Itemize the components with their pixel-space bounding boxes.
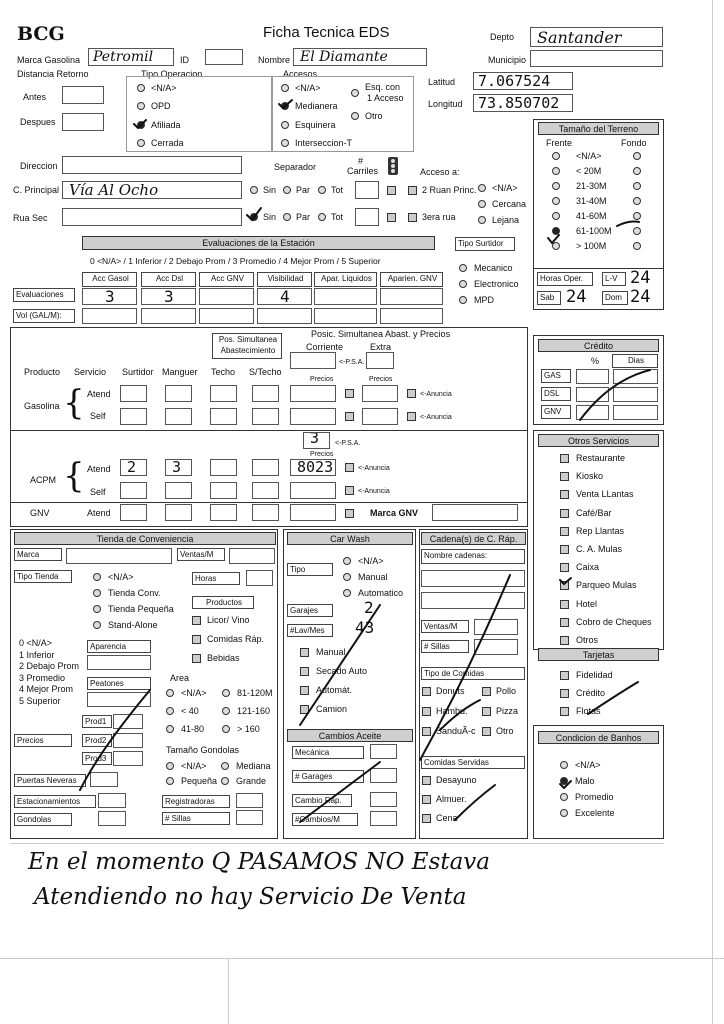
comida-label: Pizza xyxy=(496,706,519,716)
area-label: 81-120M xyxy=(237,688,273,698)
hdr-manguer: Manguer xyxy=(162,367,198,377)
acpm-brace: { xyxy=(63,456,85,496)
comida-label: Donuts xyxy=(436,686,465,696)
cadenas-sillas-label: # Sillas xyxy=(421,640,469,653)
otros-item-label: Parqueo Mulas xyxy=(576,580,637,590)
eval-value: 3 xyxy=(164,287,174,306)
tipo-tienda-label: Tienda Pequeña xyxy=(108,604,174,614)
antes-label: Antes xyxy=(23,92,47,102)
terreno-option-label: 31-40M xyxy=(576,196,607,206)
area-label: 41-80 xyxy=(181,724,205,734)
horas-lv-label: L-V xyxy=(602,272,626,286)
distancia-label: Distancia Retorno xyxy=(17,69,89,79)
accesos-otro-label: Otro xyxy=(365,111,383,121)
registradoras-label: Registradoras xyxy=(162,795,230,808)
cadenas-title: Cadena(s) de C. Ráp. xyxy=(421,532,526,545)
tipo-operacion-label: Tipo Operacion xyxy=(141,69,203,79)
prod3-label: Prod3 xyxy=(82,752,112,765)
otros-item-label: Venta LLantas xyxy=(576,489,634,499)
servidas-title: Comidas Servidas xyxy=(421,756,525,769)
longitud-value: 73.850702 xyxy=(478,94,560,112)
cadenas-ventas-label: Ventas/M xyxy=(421,620,469,633)
cambios-label: #Cambios/M xyxy=(292,813,358,826)
marca-gnv-label: Marca GNV xyxy=(370,508,419,518)
banos-title: Condicion de Banhos xyxy=(538,731,659,744)
gondolas-title: Tamaño Gondolas xyxy=(166,745,240,755)
hdr-surtidor: Surtidor xyxy=(122,367,154,377)
carwash-tipo-label: Tipo xyxy=(287,563,333,576)
terreno-option-label: 41-60M xyxy=(576,211,607,221)
hdr-stecho: S/Techo xyxy=(249,367,282,377)
tipo-tienda-label: Tienda Conv. xyxy=(108,588,161,598)
hdr-servicio: Servicio xyxy=(74,367,107,377)
carwash-check-label: Automát. xyxy=(316,685,353,695)
peatones-label: Peatones xyxy=(87,677,151,690)
credito-item-label: GNV xyxy=(541,405,571,419)
acpm-psa-label: <-P.S.A. xyxy=(335,440,361,447)
lav-label: #Lav/Mes xyxy=(287,624,333,637)
acceso-a-label: Acceso a: xyxy=(420,167,460,177)
logo: BCG xyxy=(17,23,65,45)
prod2-label: Prod2 xyxy=(82,734,112,747)
otros-item-label: Caixa xyxy=(576,562,600,572)
carwash-title: Car Wash xyxy=(287,532,413,545)
tipo-op-opd-label: OPD xyxy=(151,101,171,111)
terreno-fondo: Fondo xyxy=(621,138,647,148)
credito-dias: Dias xyxy=(612,354,658,368)
puertas-label: Puertas Neveras xyxy=(14,774,86,787)
longitud-label: Longitud xyxy=(428,99,463,109)
principal-sin-label: Sin xyxy=(263,185,277,195)
carwash-check-label: Secado Auto xyxy=(316,666,368,676)
corriente-label: Corriente xyxy=(306,342,344,352)
otros-item-label: Cobro de Cheques xyxy=(576,617,652,627)
gnv-label: GNV xyxy=(30,508,50,518)
cadenas-nombre-label: Nombre cadenas: xyxy=(421,549,525,564)
terreno-option-label: > 100M xyxy=(576,241,607,251)
gondola-label: <N/A> xyxy=(181,761,207,771)
gasolina-brace: { xyxy=(63,383,85,423)
tienda-scale-item: 3 Promedio xyxy=(19,672,66,683)
comida-label: SanduÃ-c xyxy=(436,726,476,736)
otros-item-label: C. A. Mulas xyxy=(576,544,623,554)
acceso-na-label: <N/A> xyxy=(492,183,518,193)
carwash-tipo-label: <N/A> xyxy=(358,556,384,566)
tienda-title: Tienda de Conveniencia xyxy=(14,532,276,545)
tarjeta-label: Fidelidad xyxy=(576,670,613,680)
tipo-tienda-label: Stand-Alone xyxy=(108,620,158,630)
anuncia-label: <-Anuncia xyxy=(420,414,452,421)
horas-lv-value: 24 xyxy=(630,268,651,288)
otros-item-label: Rep Llantas xyxy=(576,526,625,536)
gas-atend-label: Atend xyxy=(87,389,111,399)
acpm-atend-label: Atend xyxy=(87,464,111,474)
municipio-label: Municipio xyxy=(488,55,527,65)
estacion-label: Estacionamientos xyxy=(14,795,96,808)
anuncia-label: <-Anuncia xyxy=(358,465,390,472)
tienda-scale-item: 4 Mejor Prom xyxy=(19,684,74,694)
tienda-scale-item: 5 Superior xyxy=(19,695,61,706)
rua-par-label: Par xyxy=(296,212,311,222)
acpm-self-label: Self xyxy=(90,487,106,497)
area-label: Area xyxy=(170,673,190,683)
principal-par-label: Par xyxy=(296,185,311,195)
terreno-title: Tamaño del Terreno xyxy=(538,122,659,135)
otros-item-label: Hotel xyxy=(576,599,598,609)
mecanica-label: Mecánica xyxy=(292,746,364,759)
anuncia-label: <-Anuncia xyxy=(358,488,390,495)
precios-label-1: Precios xyxy=(310,376,334,383)
posic-label: Posic. Simultanea Abast. y Precios xyxy=(311,329,451,339)
terreno-option-label: < 20M xyxy=(576,166,602,176)
hdr-producto: Producto xyxy=(24,367,61,377)
rua-sin-label: Sin xyxy=(263,212,277,222)
credito-item-label: DSL xyxy=(541,387,571,401)
surtidor-electronico-label: Electronico xyxy=(474,279,519,289)
nombre-value: El Diamante xyxy=(300,49,388,65)
tipo-surtidor-title: Tipo Surtidor xyxy=(455,237,515,251)
gondola-label: Grande xyxy=(236,776,267,786)
psa-label: <-P.S.A. xyxy=(339,359,365,366)
cambio-label: Cambio Ráp. xyxy=(292,794,352,807)
gondola-label: Mediana xyxy=(236,761,271,771)
acpm-precios-label: Precios xyxy=(310,451,334,458)
tarjetas-title: Tarjetas xyxy=(538,648,659,661)
evaluaciones-title: Evaluaciones de la Estación xyxy=(82,236,435,250)
accesos-esq-label: Esq. con xyxy=(365,82,401,92)
tipo-op-na-label: <N/A> xyxy=(151,83,177,93)
credito-title: Crédito xyxy=(538,339,659,352)
gas-self-label: Self xyxy=(90,411,106,421)
eval-col-header: Aparien. GNV xyxy=(380,272,443,287)
tienda-scale-item: 1 Inferior xyxy=(19,649,55,660)
precios-label-2: Precios xyxy=(369,376,393,383)
tienda-horas-label: Horas xyxy=(192,572,240,585)
acpm-psa-value: 3 xyxy=(310,429,320,447)
direccion-label: Direccion xyxy=(20,161,58,171)
carriles-label: Carriles xyxy=(347,166,379,176)
acpm-surtidor-value: 2 xyxy=(127,458,137,476)
terreno-option-label: 21-30M xyxy=(576,181,607,191)
banos-label: Excelente xyxy=(575,808,615,818)
page-title: Ficha Tecnica EDS xyxy=(263,24,390,41)
pos-simultanea-label: Pos. Simultanea Abastecimiento xyxy=(212,333,282,359)
tienda-prod-label: Comidas Ráp. xyxy=(207,634,265,644)
horas-dom-value: 24 xyxy=(630,287,651,307)
tipo-comidas-title: Tipo de Comidas xyxy=(421,667,525,680)
depto-value: Santander xyxy=(537,28,622,47)
tienda-scale-item: 2 Debajo Prom xyxy=(19,661,80,671)
tipo-op-cerrada-label: Cerrada xyxy=(151,138,184,148)
carwash-tipo-label: Manual xyxy=(358,572,388,582)
horas-title: Horas Oper. xyxy=(537,272,593,286)
apariencia-label: Aparencia xyxy=(87,640,151,653)
tarjeta-label: Crédito xyxy=(576,688,606,698)
acceso-lejana-label: Lejana xyxy=(492,215,520,225)
banos-label: Promedio xyxy=(575,792,614,802)
eval-col-header: Acc Dsl xyxy=(141,272,196,287)
aceite-title: Cambios Aceite xyxy=(287,729,413,742)
credito-item-label: GAS xyxy=(541,369,571,383)
comida-label: Pollo xyxy=(496,686,517,696)
eval-col-header: Acc Gasol xyxy=(82,272,137,287)
garajes-label: Garajes xyxy=(287,604,333,617)
horas-dom-label: Dom xyxy=(602,291,628,305)
otros-title: Otros Servicios xyxy=(538,434,659,447)
otros-item-label: Kiosko xyxy=(576,471,604,481)
gnv-atend-label: Atend xyxy=(87,508,111,518)
otros-item-label: Restaurante xyxy=(576,453,626,463)
area-label: > 160 xyxy=(237,724,260,734)
accesos-interseccion-label: Interseccion-T xyxy=(295,138,353,148)
tienda-scale-item: 0 <N/A> xyxy=(19,638,53,648)
evaluaciones-scale: 0 <N/A> / 1 Inferior / 2 Debajo Prom / 3 Promedio / 4 Mejor Prom / 5 Superior xyxy=(90,256,381,266)
id-label: ID xyxy=(180,55,189,65)
surtidor-mecanico-label: Mecanico xyxy=(474,263,513,273)
terreno-option-label: 61-100M xyxy=(576,226,612,236)
area-label: <N/A> xyxy=(181,688,207,698)
acpm-manguer-value: 3 xyxy=(172,458,182,476)
credito-pct: % xyxy=(591,356,600,366)
comida-label: Hambu. xyxy=(436,706,468,716)
latitud-label: Latitud xyxy=(428,77,456,87)
eval-col-header: Visibilidad xyxy=(257,272,312,287)
tipo-op-afiliada-label: Afiliada xyxy=(151,120,181,130)
gondolas-label: Gondolas xyxy=(14,813,72,826)
principal-label: C. Principal xyxy=(13,185,60,195)
depto-label: Depto xyxy=(490,32,515,42)
comida-label: Otro xyxy=(496,726,514,736)
rua-tot-label: Tot xyxy=(331,212,344,222)
horas-sab-label: Sab xyxy=(537,291,561,305)
otros-item-label: Otros xyxy=(576,635,599,645)
carriles-hash: # xyxy=(358,156,364,166)
surtidor-mpd-label: MPD xyxy=(474,295,494,305)
extra-label: Extra xyxy=(370,342,392,352)
note-line-2: Atendiendo no hay Servicio De Venta xyxy=(34,884,467,910)
garages-label: # Garages xyxy=(292,770,364,783)
nombre-label: Nombre xyxy=(258,55,291,65)
tienda-productos-label: Productos xyxy=(192,596,254,609)
tienda-prod-label: Bebidas xyxy=(207,653,240,663)
garajes-value: 2 xyxy=(364,598,374,617)
tipo-tienda-label: Tipo Tienda xyxy=(14,570,72,583)
principal-tot-label: Tot xyxy=(331,185,344,195)
marca-label: Marca Gasolina xyxy=(17,55,81,65)
area-label: < 40 xyxy=(181,706,199,716)
carwash-check-label: Manual xyxy=(316,647,346,657)
separador-label: Separador xyxy=(274,162,317,172)
evaluaciones-label: Evaluaciones xyxy=(13,288,75,302)
tienda-prod-label: Licor/ Vino xyxy=(207,615,250,625)
prod1-label: Prod1 xyxy=(82,715,112,728)
principal-value: Vía Al Ocho xyxy=(69,181,159,199)
rua-sec-label: Rua Sec xyxy=(13,213,48,223)
tipo-tienda-label: <N/A> xyxy=(108,572,134,582)
accesos-label: Accesos xyxy=(283,69,318,79)
latitud-value: 7.067524 xyxy=(478,72,551,90)
eval-value: 3 xyxy=(105,287,115,306)
gondola-label: Pequeña xyxy=(181,776,218,786)
vol-label: Vol (GAL/M): xyxy=(13,309,75,323)
precios-label: Precios xyxy=(14,734,72,747)
tienda-marca-label: Marca xyxy=(14,548,62,561)
acpm-label: ACPM xyxy=(30,475,57,485)
otros-item-label: Café/Bar xyxy=(576,508,612,518)
tienda-sillas-label: # Sillas xyxy=(162,812,230,825)
tarjeta-label: Flotas xyxy=(576,706,601,716)
despues-label: Despues xyxy=(20,117,56,127)
horas-sab-value: 24 xyxy=(566,287,587,307)
acpm-precio-value: 8023 xyxy=(297,458,334,476)
servida-label: Cena xyxy=(436,813,458,823)
hdr-techo: Techo xyxy=(211,367,236,377)
ruan-label: 2 Ruan Princ. xyxy=(422,185,477,195)
area-label: 121-160 xyxy=(237,706,271,716)
servida-label: Desayuno xyxy=(436,775,477,785)
marca-value: Petromil xyxy=(93,49,154,65)
tercera-label: 3era rua xyxy=(422,212,456,222)
eval-col-header: Acc GNV xyxy=(199,272,254,287)
accesos-esquinera-label: Esquinera xyxy=(295,120,336,130)
eval-col-header: Apar. Liquidos xyxy=(314,272,377,287)
servida-label: Almuer. xyxy=(436,794,467,804)
note-line-1: En el momento Q PASAMOS NO Estava xyxy=(28,849,491,875)
gasolina-label: Gasolina xyxy=(24,401,60,411)
accesos-1acceso-label: 1 Acceso xyxy=(367,93,404,103)
accesos-na-label: <N/A> xyxy=(295,83,321,93)
carwash-check-label: Camion xyxy=(316,704,348,714)
terreno-option-label: <N/A> xyxy=(576,151,602,161)
anuncia-label: <-Anuncia xyxy=(420,391,452,398)
eval-value: 4 xyxy=(280,287,290,306)
carwash-tipo-label: Automatico xyxy=(358,588,404,598)
acceso-cercana-label: Cercana xyxy=(492,199,527,209)
tienda-ventas-label: Ventas/M xyxy=(177,548,225,561)
banos-label: <N/A> xyxy=(575,760,601,770)
lav-value: 43 xyxy=(355,618,375,637)
banos-label: Malo xyxy=(575,776,595,786)
accesos-medianera-label: Medianera xyxy=(295,101,338,111)
terreno-frente: Frente xyxy=(546,138,573,148)
